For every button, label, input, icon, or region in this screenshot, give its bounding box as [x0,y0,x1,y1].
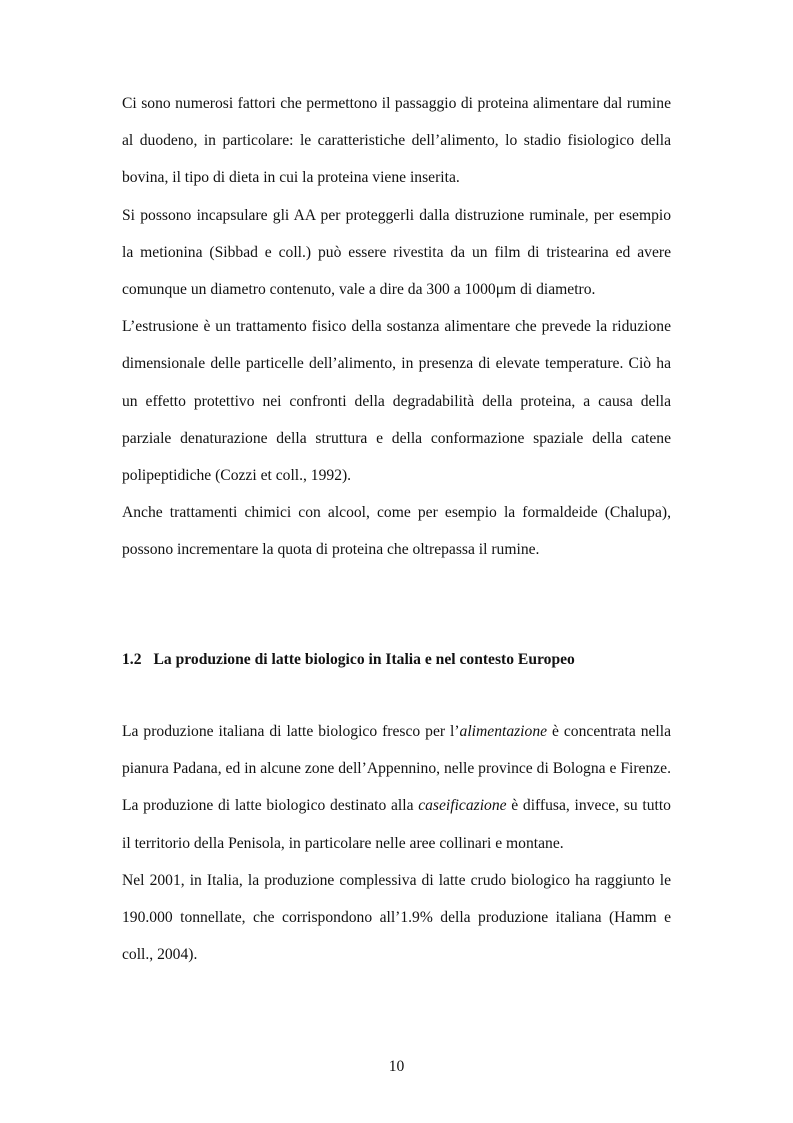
italic-term-alimentazione: alimentazione [459,723,548,740]
section-number: 1.2 [122,651,142,668]
paragraph-aa-encapsulation: Si possono incapsulare gli AA per proteggerli dalla distruzione ruminale, per esempio la metionina (Sibbad e coll.) può essere rivestita da un film di tristearina ed avere comunque un diametro contenuto, vale a dire da 300 a 1000μm di diametro. [122,206,671,299]
paragraph-2001-statistics: Nel 2001, in Italia, la produzione complessiva di latte crudo biologico ha raggiunto le 190.000 tonnellate, che corrispondono all’1.9% della produzione italiana (Hamm e coll., 2004). [122,871,671,964]
paragraph-extrusion: L’estrusione è un trattamento fisico della sostanza alimentare che prevede la riduzione dimensionale delle particelle dell’alimento, in presenza di elevate temperature. Ciò ha un effetto protettivo nei confronti della degradabilità della proteina, a causa della parziale denaturazione della struttura e della conformazione spaziale della catene polipeptidiche (Cozzi et coll., 1992). [122,318,671,485]
text-run: è concentrata nella pianura Padana, ed in alcune zone dell’Appennino, nelle province di Bologna e Firenze. La produzione di latte biologico destinato alla [122,723,671,815]
italic-term-caseificazione: caseificazione [418,797,507,815]
section-text-block [122,713,671,973]
body-text-block [122,85,671,569]
text-run: è diffusa, invece, su tutto il territorio della Penisola, in particolare nelle aree collinari e montane. [122,797,671,852]
paragraph-chemical-treatment: Anche trattamenti chimici con alcool, come per esempio la formaldeide (Chalupa), possono incrementare la quota di proteina che oltrepassa il rumine. [122,504,671,559]
paragraph-italian-production [122,713,671,862]
section-title: La produzione di latte biologico in Italia e nel contesto Europeo [153,651,575,668]
section-heading [122,645,682,675]
paragraph-protein-passage: Ci sono numerosi fattori che permettono il passaggio di proteina alimentare dal rumine al duodeno, in particolare: le caratteristiche dell’alimento, lo stadio fisiologico della bovina, il tipo di dieta in cui la proteina viene inserita. [122,95,671,187]
page-number: 10 [388,1058,405,1075]
text-run: La produzione italiana di latte biologico fresco per l’ [122,723,460,740]
